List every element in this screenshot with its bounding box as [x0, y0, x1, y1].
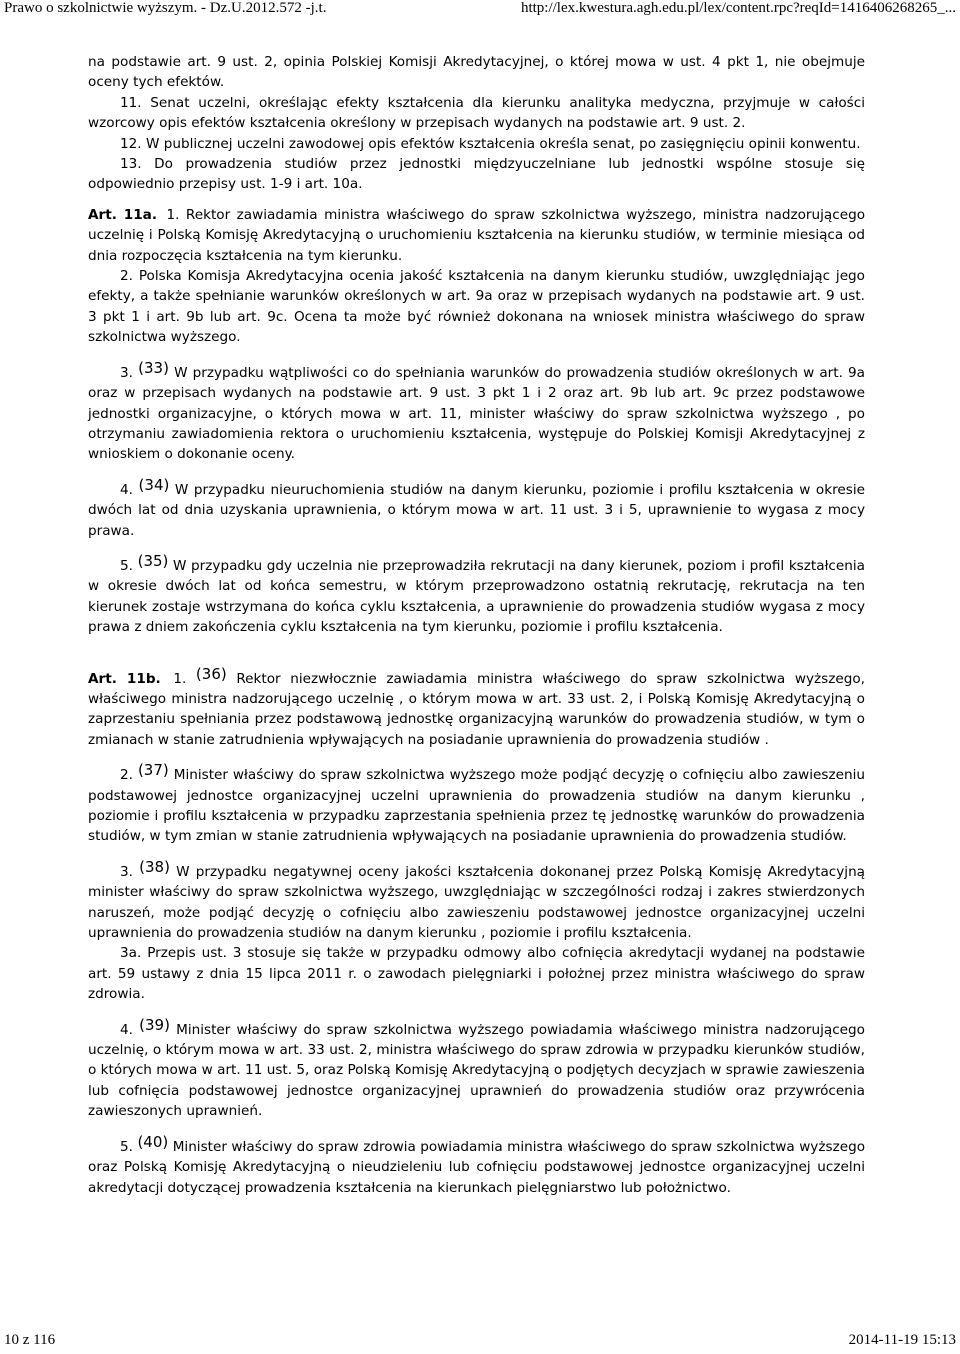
ust-number: 11.	[120, 94, 142, 111]
article-11a-ust-2	[88, 266, 865, 348]
article-11a-ust-3	[88, 358, 865, 465]
ust-text: W przypadku wątpliwości co do spełniania warunków do prowadzenia studiów określonych w art. 9a oraz w przepisach wydanych na podstawie art. 9 ust. 3 pkt 1 i 2 oraz art. 9b lub art. 9c przez podstawowe jednostki organizacyjne, o których mowa w art. 11, minister właściwy do spraw szkolnictwa wyższego , po otrzymaniu zawiadomienia rektora o uruchomieniu kształcenia, występuje do Polskiej Komisji Akredytacyjnej z wnioskiem o dokonanie oceny.	[88, 364, 866, 463]
ust-number: 3.	[120, 364, 133, 381]
footnote-marker: (34)	[138, 475, 170, 494]
article-label: Art. 11a.	[88, 206, 157, 223]
ust-number: 3a.	[120, 945, 142, 962]
ust-text: Rektor niezwłocznie zawiadamia ministra właściwego do spraw szkolnictwa wyższego, właściwego ministra nadzorującego uczelnię , o którym mowa w art. 33 ust. 2, i Polską Komisję Akredytacyjną o zaprzestaniu spełniania przez podstawową jednostkę organizacyjną warunków do prowadzenia studiów, w tym o zmianach w stanie zatrudnienia wpływających na posiadanie uprawnienia do prowadzenia studiów .	[88, 670, 865, 748]
header-document-title: Prawo o szkolnictwie wyższym. - Dz.U.2012.572 -j.t.	[4, 0, 327, 16]
ust-text: Rektor zawiadamia ministra właściwego do spraw szkolnictwa wyższego, ministra nadzorującego uczelnię i Polską Komisję Akredytacyjną o uruchomieniu kształcenia na kierunku studiów, w terminie miesiąca od dnia rozpoczęcia kształcenia na tym kierunku.	[88, 206, 866, 264]
paragraph-ust-12	[88, 134, 865, 154]
ust-number: 3.	[120, 863, 133, 880]
ust-text: Senat uczelni, określając efekty kształcenia dla kierunku analityka medyczna, przyjmuje w całości wzorcowy opis efektów kształcenia określony w przepisach wydanych na podstawie art. 9 ust. 2.	[88, 94, 865, 132]
footnote-marker: (35)	[137, 551, 169, 570]
ust-text: W publicznej uczelni zawodowej opis efektów kształcenia określa senat, po zasięgnięciu opinii konwentu.	[145, 135, 861, 152]
article-11b-ust-3	[88, 857, 865, 944]
ust-text: Minister właściwy do spraw szkolnictwa wyższego powiadamia właściwego ministra nadzorującego uczelnię, o którym mowa w art. 33 ust. 2, ministra właściwego do spraw zdrowia w przypadku kierunków studiów, o których mowa w art. 11 ust. 5, oraz Polską Komisję Akredytacyjną o podjętych decyzjach w sprawie zawieszenia lub cofnięcia podstawowej jednostce organizacyjnej uprawnień do prowadzenia studiów oraz przywrócenia zawieszonych uprawnień.	[88, 1021, 865, 1120]
ust-number: 13.	[120, 156, 142, 173]
article-11b-ust-4	[88, 1015, 865, 1122]
footnote-marker: (39)	[139, 1015, 170, 1034]
ust-number: 4.	[120, 1021, 133, 1038]
ust-text: W przypadku negatywnej oceny jakości kształcenia dokonanej przez Polską Komisję Akredytacyjną minister właściwy do spraw szkolnictwa wyższego, uwzględniając w szczególności rodzaj i zakres stwierdzonych naruszeń, może podjąć decyzję o cofnięciu albo zawieszeniu podstawowej jednostce organizacyjnej uczelni uprawnienia do prowadzenia studiów na danym kierunku , poziomie i profilu kształcenia.	[88, 863, 866, 942]
ust-text: W przypadku gdy uczelnia nie przeprowadziła rekrutacji na dany kierunek, poziom i profil kształcenia w okresie dwóch lat od końca semestru, w którym przeprowadzono ostatnią rekrutację, rekrutacja na ten kierunek zostaje wstrzymana do końca cyklu kształcenia, a uprawnienie do prowadzenia studiów wygasa z mocy prawa z dniem zakończenia cyklu kształcenia na tym kierunku, poziomie i profilu kształcenia.	[88, 557, 865, 636]
article-11b-ust-5	[88, 1132, 865, 1198]
header-url: http://lex.kwestura.agh.edu.pl/lex/content.rpc?reqId=1416406268265_...	[520, 0, 956, 16]
paragraph-ust-11	[88, 93, 865, 134]
ust-text: Polska Komisja Akredytacyjna ocenia jakość kształcenia na danym kierunku studiów, uwzględniając jego efekty, a także spełnianie warunków określonych w art. 9a oraz w przepisach wydanych na podstawie art. 9 ust. 3 pkt 1 i art. 9b lub art. 9c. Ocena ta może być również dokonana na wniosek ministra właściwego do spraw szkolnictwa wyższego.	[88, 268, 866, 346]
article-11b-ust-2	[88, 760, 865, 847]
ust-text: Przepis ust. 3 stosuje się także w przypadku odmowy albo cofnięcia akredytacji wydanej na podstawie art. 59 ustawy z dnia 15 lipca 2011 r. o zawodach pielęgniarki i położnej przez ministra właściwego do spraw zdrowia.	[88, 945, 865, 1003]
ust-text: Minister właściwy do spraw szkolnictwa wyższego może podjąć decyzję o cofnięciu albo zawieszeniu podstawowej jednostce organizacyjnej uczelni uprawnienia do prowadzenia studiów na danym kierunku , poziomie i profilu kształcenia w przypadku zaprzestania spełnienia przez tę jednostkę warunków do prowadzenia studiów, w tym zmian w stanie zatrudnienia wpływających na posiadanie uprawnienia do prowadzenia studiów.	[88, 767, 866, 845]
article-11b-ust-3a	[88, 943, 865, 1004]
print-timestamp: 2014-11-19 15:13	[848, 1332, 956, 1348]
footnote-marker: (36)	[195, 664, 227, 683]
ust-number: 2.	[120, 767, 133, 784]
ust-text: W przypadku nieuruchomienia studiów na danym kierunku, poziomie i profilu kształcenia w okresie dwóch lat od dnia uzyskania uprawnienia, o którym mowa w art. 11 ust. 3 i 5, uprawnienie to wygasa z mocy prawa.	[88, 481, 865, 539]
ust-number: 4.	[120, 481, 133, 498]
article-11a-ust-4	[88, 475, 865, 541]
ust-number: 1.	[166, 206, 180, 223]
footnote-marker: (33)	[138, 358, 169, 377]
ust-number: 2.	[120, 268, 133, 285]
ust-number: 5.	[120, 1138, 133, 1155]
article-11a-ust-5	[88, 551, 865, 638]
footnote-marker: (40)	[137, 1132, 169, 1151]
print-header	[4, 0, 956, 17]
article-label: Art. 11b.	[88, 670, 161, 687]
article-11b-ust-1	[88, 664, 865, 751]
ust-text: Do prowadzenia studiów przez jednostki międzyuczelniane lub jednostki wspólne stosuje się odpowiednio przepisy ust. 1-9 i art. 10a.	[88, 156, 865, 193]
paragraph-continuation: na podstawie art. 9 ust. 2, opinia Polskiej Komisji Akredytacyjnej, o której mowa w ust. 4 pkt 1, nie obejmuje oceny tych efektów.	[88, 54, 865, 91]
ust-number: 12.	[120, 135, 142, 152]
ust-number: 1.	[173, 670, 187, 687]
ust-text: Minister właściwy do spraw zdrowia powiadamia ministra właściwego do spraw szkolnictwa wyższego oraz Polską Komisję Akredytacyjną o nieudzieleniu lub cofnięciu podstawowej jednostce organizacyjnej uczelni akredytacji dotyczącej prowadzenia kształcenia na kierunkach pielęgniarstwo lub położnictwo.	[88, 1138, 866, 1196]
paragraph-ust-13	[88, 154, 865, 195]
ust-number: 5.	[120, 557, 133, 574]
print-footer	[4, 1332, 956, 1349]
document-body	[88, 52, 865, 1198]
article-11a-ust-1	[88, 205, 865, 266]
page-counter: 10 z 116	[4, 1332, 56, 1348]
footnote-marker: (38)	[139, 857, 170, 876]
footnote-marker: (37)	[137, 761, 169, 780]
